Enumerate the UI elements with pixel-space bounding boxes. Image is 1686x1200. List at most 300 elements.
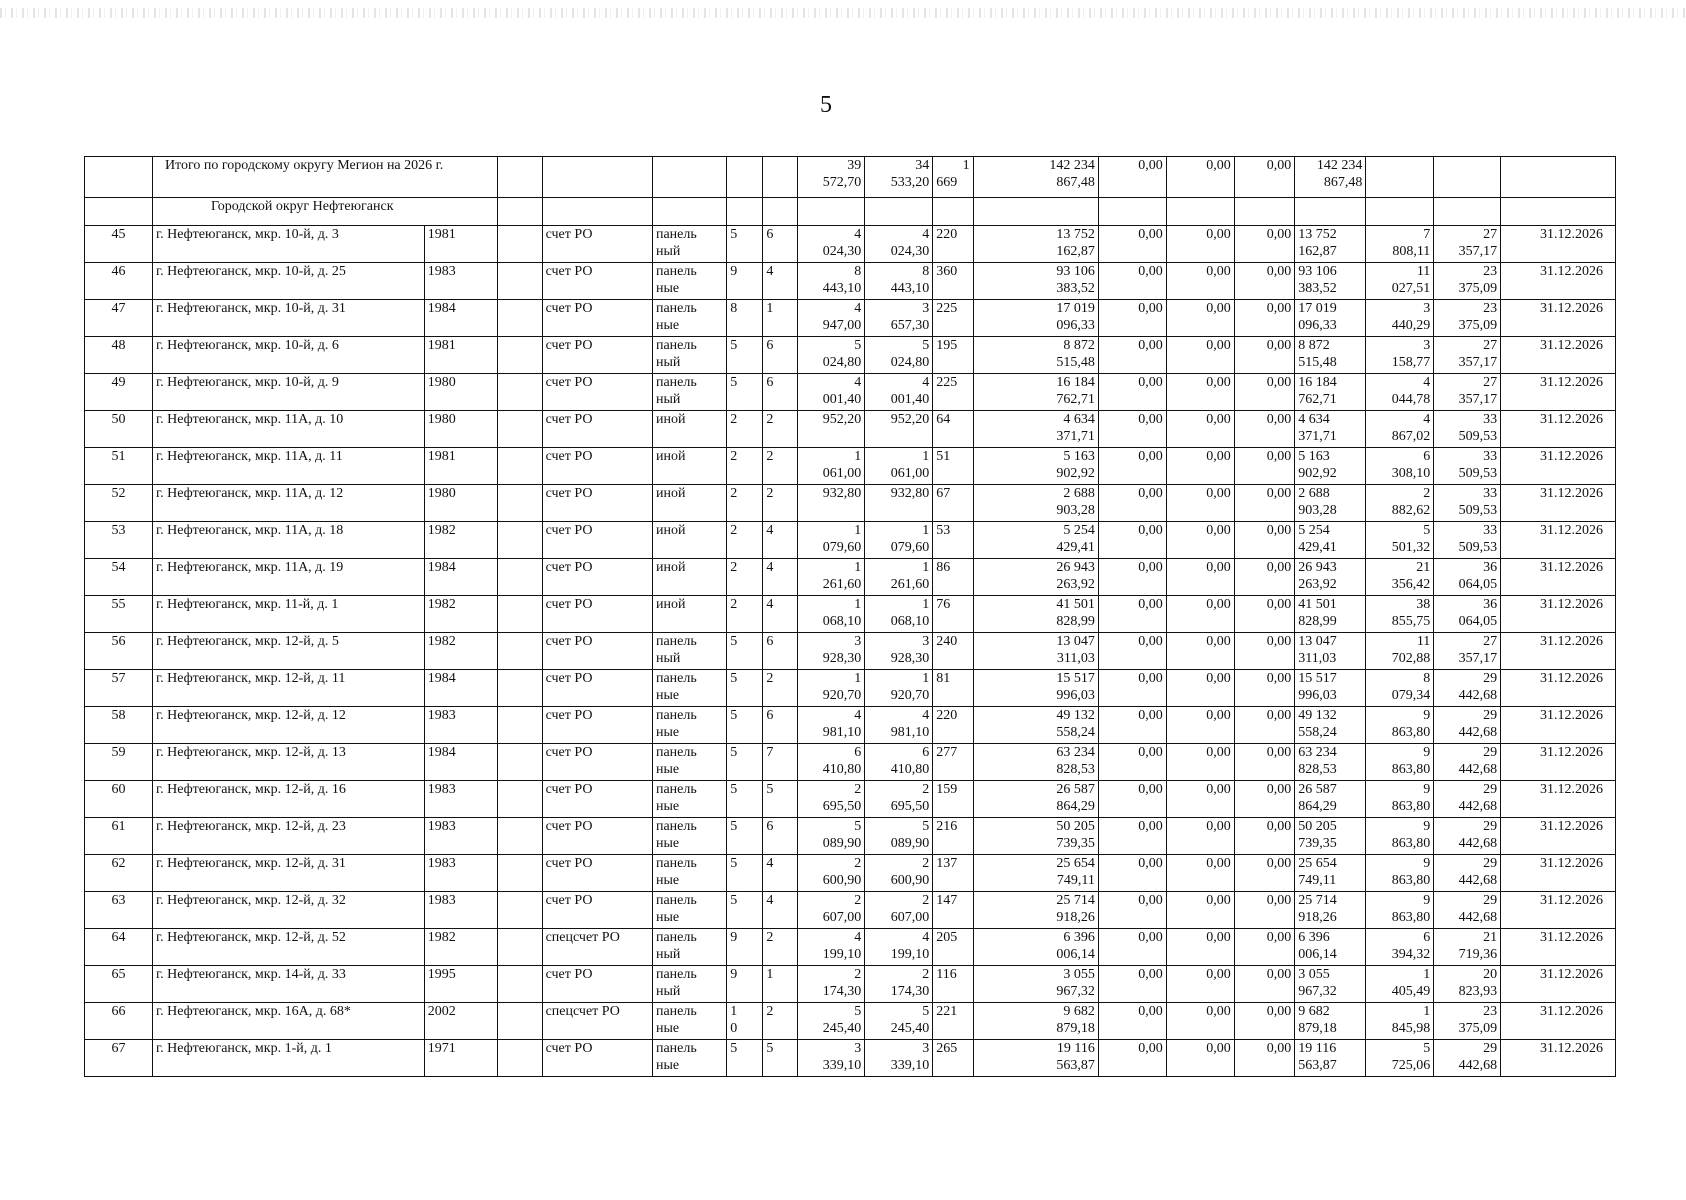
owners-cost-cell: 9 682 879,18 xyxy=(1295,1003,1366,1040)
residents-cell: 147 xyxy=(933,892,973,929)
fund1-cell: 0,00 xyxy=(1098,855,1166,892)
wall-material-cell: панель ные xyxy=(652,781,726,818)
unit-cost-cell: 7 808,11 xyxy=(1366,226,1434,263)
row-number: 55 xyxy=(85,596,153,633)
fund-method-cell: счет РО xyxy=(542,633,652,670)
fund3-cell: 0,00 xyxy=(1234,966,1295,1003)
table-row xyxy=(85,300,1616,337)
total-area-cell: 5 024,80 xyxy=(798,337,865,374)
deadline-cell: 31.12.2026 xyxy=(1501,929,1616,966)
blank-cell xyxy=(497,337,542,374)
year-cell: 2002 xyxy=(424,1003,497,1040)
total-area-cell: 4 001,40 xyxy=(798,374,865,411)
fund2-cell: 0,00 xyxy=(1166,633,1234,670)
floors-cell: 9 xyxy=(727,966,763,1003)
fund1-cell: 0,00 xyxy=(1098,818,1166,855)
year-cell: 1983 xyxy=(424,818,497,855)
entrances-cell: 6 xyxy=(763,374,798,411)
cost-cell: 8 872 515,48 xyxy=(973,337,1098,374)
cost-cell: 3 055 967,32 xyxy=(973,966,1098,1003)
living-area-cell: 4 981,10 xyxy=(865,707,933,744)
entrances-cell: 1 xyxy=(763,966,798,1003)
deadline-cell: 31.12.2026 xyxy=(1501,559,1616,596)
owners-cost-cell: 4 634 371,71 xyxy=(1295,411,1366,448)
living-area-cell: 5 089,90 xyxy=(865,818,933,855)
table-row xyxy=(85,855,1616,892)
unit-cost-cell: 38 855,75 xyxy=(1366,596,1434,633)
wall-material-cell: панель ные xyxy=(652,707,726,744)
total-area-cell: 952,20 xyxy=(798,411,865,448)
wall-material-cell: панель ный xyxy=(652,966,726,1003)
fund-method-cell: счет РО xyxy=(542,855,652,892)
row-number: 50 xyxy=(85,411,153,448)
blank-cell xyxy=(497,1040,542,1077)
fund2-cell: 0,00 xyxy=(1166,966,1234,1003)
unit-cost-cell: 3 440,29 xyxy=(1366,300,1434,337)
fund1-cell: 0,00 xyxy=(1098,781,1166,818)
summary-fund2: 0,00 xyxy=(1166,157,1234,198)
total-area-cell: 2 174,30 xyxy=(798,966,865,1003)
fund3-cell: 0,00 xyxy=(1234,485,1295,522)
owners-cost-cell: 3 055 967,32 xyxy=(1295,966,1366,1003)
table-row xyxy=(85,485,1616,522)
wall-material-cell: панель ные xyxy=(652,300,726,337)
owners-cost-cell: 41 501 828,99 xyxy=(1295,596,1366,633)
summary-total: 142 234 867,48 xyxy=(1295,157,1366,198)
wall-material-cell: иной xyxy=(652,559,726,596)
cost-cell: 93 106 383,52 xyxy=(973,263,1098,300)
table-row xyxy=(85,337,1616,374)
fund1-cell: 0,00 xyxy=(1098,670,1166,707)
living-area-cell: 3 657,30 xyxy=(865,300,933,337)
year-cell: 1981 xyxy=(424,337,497,374)
fund3-cell: 0,00 xyxy=(1234,559,1295,596)
floors-cell: 5 xyxy=(727,818,763,855)
summary-cost: 142 234 867,48 xyxy=(973,157,1098,198)
fund-method-cell: счет РО xyxy=(542,781,652,818)
owners-cost-cell: 63 234 828,53 xyxy=(1295,744,1366,781)
deadline-cell: 31.12.2026 xyxy=(1501,966,1616,1003)
unit-cost-cell: 8 079,34 xyxy=(1366,670,1434,707)
fund2-cell: 0,00 xyxy=(1166,707,1234,744)
floors-cell: 9 xyxy=(727,263,763,300)
blank-cell xyxy=(497,411,542,448)
residents-cell: 116 xyxy=(933,966,973,1003)
residents-cell: 225 xyxy=(933,300,973,337)
floors-cell: 5 xyxy=(727,707,763,744)
address-cell: г. Нефтеюганск, мкр. 11А, д. 12 xyxy=(152,485,424,522)
blank-cell xyxy=(497,226,542,263)
group-header-row xyxy=(85,198,1616,226)
blank-cell xyxy=(497,670,542,707)
address-cell: г. Нефтеюганск, мкр. 10-й, д. 25 xyxy=(152,263,424,300)
limit-cost-cell: 29 442,68 xyxy=(1434,892,1501,929)
summary-residents: 1 669 xyxy=(933,157,973,198)
floors-cell: 5 xyxy=(727,374,763,411)
fund1-cell: 0,00 xyxy=(1098,744,1166,781)
living-area-cell: 4 024,30 xyxy=(865,226,933,263)
fund2-cell: 0,00 xyxy=(1166,596,1234,633)
deadline-cell: 31.12.2026 xyxy=(1501,1040,1616,1077)
fund3-cell: 0,00 xyxy=(1234,411,1295,448)
fund2-cell: 0,00 xyxy=(1166,300,1234,337)
address-cell: г. Нефтеюганск, мкр. 12-й, д. 52 xyxy=(152,929,424,966)
deadline-cell: 31.12.2026 xyxy=(1501,707,1616,744)
unit-cost-cell: 5 725,06 xyxy=(1366,1040,1434,1077)
blank-cell xyxy=(497,966,542,1003)
total-area-cell: 5 245,40 xyxy=(798,1003,865,1040)
entrances-cell: 5 xyxy=(763,1040,798,1077)
limit-cost-cell: 29 442,68 xyxy=(1434,744,1501,781)
floors-cell: 2 xyxy=(727,596,763,633)
address-cell: г. Нефтеюганск, мкр. 16А, д. 68* xyxy=(152,1003,424,1040)
row-number: 66 xyxy=(85,1003,153,1040)
table-row xyxy=(85,263,1616,300)
address-cell: г. Нефтеюганск, мкр. 14-й, д. 33 xyxy=(152,966,424,1003)
wall-material-cell: панель ные xyxy=(652,1003,726,1040)
owners-cost-cell: 19 116 563,87 xyxy=(1295,1040,1366,1077)
year-cell: 1981 xyxy=(424,226,497,263)
fund-method-cell: счет РО xyxy=(542,966,652,1003)
address-cell: г. Нефтеюганск, мкр. 12-й, д. 16 xyxy=(152,781,424,818)
entrances-cell: 4 xyxy=(763,559,798,596)
row-number: 57 xyxy=(85,670,153,707)
living-area-cell: 3 339,10 xyxy=(865,1040,933,1077)
table-row xyxy=(85,744,1616,781)
table-row xyxy=(85,226,1616,263)
fund3-cell: 0,00 xyxy=(1234,448,1295,485)
fund1-cell: 0,00 xyxy=(1098,263,1166,300)
fund-method-cell: спецсчет РО xyxy=(542,929,652,966)
entrances-cell: 2 xyxy=(763,448,798,485)
unit-cost-cell: 11 702,88 xyxy=(1366,633,1434,670)
deadline-cell: 31.12.2026 xyxy=(1501,855,1616,892)
unit-cost-cell: 1 845,98 xyxy=(1366,1003,1434,1040)
limit-cost-cell: 27 357,17 xyxy=(1434,633,1501,670)
residents-cell: 220 xyxy=(933,707,973,744)
entrances-cell: 4 xyxy=(763,892,798,929)
blank-cell xyxy=(497,1003,542,1040)
year-cell: 1982 xyxy=(424,633,497,670)
unit-cost-cell: 21 356,42 xyxy=(1366,559,1434,596)
blank-cell xyxy=(497,374,542,411)
entrances-cell: 6 xyxy=(763,633,798,670)
entrances-cell: 2 xyxy=(763,929,798,966)
living-area-cell: 5 245,40 xyxy=(865,1003,933,1040)
table-row xyxy=(85,411,1616,448)
residents-cell: 51 xyxy=(933,448,973,485)
floors-cell: 2 xyxy=(727,411,763,448)
living-area-cell: 952,20 xyxy=(865,411,933,448)
wall-material-cell: панель ные xyxy=(652,818,726,855)
entrances-cell: 1 xyxy=(763,300,798,337)
summary-fund1: 0,00 xyxy=(1098,157,1166,198)
fund2-cell: 0,00 xyxy=(1166,929,1234,966)
entrances-cell: 6 xyxy=(763,707,798,744)
row-number: 65 xyxy=(85,966,153,1003)
limit-cost-cell: 27 357,17 xyxy=(1434,337,1501,374)
summary-area2: 34 533,20 xyxy=(865,157,933,198)
owners-cost-cell: 5 254 429,41 xyxy=(1295,522,1366,559)
deadline-cell: 31.12.2026 xyxy=(1501,892,1616,929)
unit-cost-cell: 9 863,80 xyxy=(1366,818,1434,855)
entrances-cell: 2 xyxy=(763,670,798,707)
residents-cell: 81 xyxy=(933,670,973,707)
address-cell: г. Нефтеюганск, мкр. 12-й, д. 12 xyxy=(152,707,424,744)
fund1-cell: 0,00 xyxy=(1098,1040,1166,1077)
cost-cell: 15 517 996,03 xyxy=(973,670,1098,707)
entrances-cell: 6 xyxy=(763,818,798,855)
table-row xyxy=(85,1040,1616,1077)
deadline-cell: 31.12.2026 xyxy=(1501,226,1616,263)
limit-cost-cell: 29 442,68 xyxy=(1434,707,1501,744)
floors-cell: 5 xyxy=(727,892,763,929)
fund3-cell: 0,00 xyxy=(1234,337,1295,374)
fund-method-cell: счет РО xyxy=(542,226,652,263)
living-area-cell: 2 174,30 xyxy=(865,966,933,1003)
year-cell: 1983 xyxy=(424,263,497,300)
fund-method-cell: счет РО xyxy=(542,374,652,411)
row-number: 61 xyxy=(85,818,153,855)
year-cell: 1971 xyxy=(424,1040,497,1077)
residents-cell: 277 xyxy=(933,744,973,781)
cost-cell: 25 654 749,11 xyxy=(973,855,1098,892)
address-cell: г. Нефтеюганск, мкр. 11А, д. 18 xyxy=(152,522,424,559)
residents-cell: 265 xyxy=(933,1040,973,1077)
table-row xyxy=(85,374,1616,411)
address-cell: г. Нефтеюганск, мкр. 10-й, д. 6 xyxy=(152,337,424,374)
unit-cost-cell: 9 863,80 xyxy=(1366,744,1434,781)
floors-cell: 9 xyxy=(727,929,763,966)
unit-cost-cell: 9 863,80 xyxy=(1366,892,1434,929)
residents-cell: 220 xyxy=(933,226,973,263)
page-number: 5 xyxy=(820,92,832,118)
table-row xyxy=(85,966,1616,1003)
living-area-cell: 4 001,40 xyxy=(865,374,933,411)
row-number: 58 xyxy=(85,707,153,744)
group-header: Городской округ Нефтеюганск xyxy=(152,198,497,226)
total-area-cell: 4 024,30 xyxy=(798,226,865,263)
address-cell: г. Нефтеюганск, мкр. 12-й, д. 11 xyxy=(152,670,424,707)
residents-cell: 64 xyxy=(933,411,973,448)
fund3-cell: 0,00 xyxy=(1234,1003,1295,1040)
residents-cell: 67 xyxy=(933,485,973,522)
cost-cell: 5 163 902,92 xyxy=(973,448,1098,485)
floors-cell: 5 xyxy=(727,781,763,818)
residents-cell: 240 xyxy=(933,633,973,670)
wall-material-cell: панель ные xyxy=(652,892,726,929)
table-row xyxy=(85,448,1616,485)
fund1-cell: 0,00 xyxy=(1098,411,1166,448)
floors-cell: 2 xyxy=(727,522,763,559)
fund1-cell: 0,00 xyxy=(1098,707,1166,744)
residents-cell: 360 xyxy=(933,263,973,300)
wall-material-cell: панель ные xyxy=(652,670,726,707)
blank-cell xyxy=(497,559,542,596)
total-area-cell: 8 443,10 xyxy=(798,263,865,300)
fund2-cell: 0,00 xyxy=(1166,448,1234,485)
residents-cell: 53 xyxy=(933,522,973,559)
deadline-cell: 31.12.2026 xyxy=(1501,411,1616,448)
living-area-cell: 1 068,10 xyxy=(865,596,933,633)
floors-cell: 1 0 xyxy=(727,1003,763,1040)
year-cell: 1983 xyxy=(424,781,497,818)
limit-cost-cell: 29 442,68 xyxy=(1434,818,1501,855)
blank-cell xyxy=(497,818,542,855)
residents-cell: 216 xyxy=(933,818,973,855)
row-number: 48 xyxy=(85,337,153,374)
living-area-cell: 6 410,80 xyxy=(865,744,933,781)
cost-cell: 41 501 828,99 xyxy=(973,596,1098,633)
entrances-cell: 6 xyxy=(763,226,798,263)
table-row xyxy=(85,670,1616,707)
blank-cell xyxy=(497,633,542,670)
year-cell: 1983 xyxy=(424,707,497,744)
residents-cell: 159 xyxy=(933,781,973,818)
blank-cell xyxy=(497,929,542,966)
deadline-cell: 31.12.2026 xyxy=(1501,818,1616,855)
fund2-cell: 0,00 xyxy=(1166,892,1234,929)
limit-cost-cell: 29 442,68 xyxy=(1434,855,1501,892)
blank-cell xyxy=(497,448,542,485)
row-number: 67 xyxy=(85,1040,153,1077)
floors-cell: 5 xyxy=(727,226,763,263)
fund1-cell: 0,00 xyxy=(1098,300,1166,337)
fund-method-cell: счет РО xyxy=(542,263,652,300)
row-number: 63 xyxy=(85,892,153,929)
year-cell: 1982 xyxy=(424,596,497,633)
cost-cell: 9 682 879,18 xyxy=(973,1003,1098,1040)
cost-cell: 13 752 162,87 xyxy=(973,226,1098,263)
year-cell: 1984 xyxy=(424,559,497,596)
row-number: 46 xyxy=(85,263,153,300)
limit-cost-cell: 29 442,68 xyxy=(1434,1040,1501,1077)
limit-cost-cell: 29 442,68 xyxy=(1434,670,1501,707)
total-area-cell: 1 079,60 xyxy=(798,522,865,559)
living-area-cell: 1 920,70 xyxy=(865,670,933,707)
total-area-cell: 4 981,10 xyxy=(798,707,865,744)
address-cell: г. Нефтеюганск, мкр. 11-й, д. 1 xyxy=(152,596,424,633)
wall-material-cell: иной xyxy=(652,485,726,522)
wall-material-cell: иной xyxy=(652,411,726,448)
fund-method-cell: счет РО xyxy=(542,337,652,374)
fund2-cell: 0,00 xyxy=(1166,855,1234,892)
deadline-cell: 31.12.2026 xyxy=(1501,485,1616,522)
limit-cost-cell: 23 375,09 xyxy=(1434,300,1501,337)
cost-cell: 25 714 918,26 xyxy=(973,892,1098,929)
fund3-cell: 0,00 xyxy=(1234,781,1295,818)
fund3-cell: 0,00 xyxy=(1234,374,1295,411)
living-area-cell: 5 024,80 xyxy=(865,337,933,374)
unit-cost-cell: 9 863,80 xyxy=(1366,781,1434,818)
floors-cell: 5 xyxy=(727,670,763,707)
fund1-cell: 0,00 xyxy=(1098,448,1166,485)
cost-cell: 26 943 263,92 xyxy=(973,559,1098,596)
fund3-cell: 0,00 xyxy=(1234,855,1295,892)
fund2-cell: 0,00 xyxy=(1166,1040,1234,1077)
blank-cell xyxy=(497,596,542,633)
fund3-cell: 0,00 xyxy=(1234,744,1295,781)
cost-cell: 19 116 563,87 xyxy=(973,1040,1098,1077)
year-cell: 1984 xyxy=(424,670,497,707)
fund-method-cell: счет РО xyxy=(542,596,652,633)
owners-cost-cell: 5 163 902,92 xyxy=(1295,448,1366,485)
total-area-cell: 3 339,10 xyxy=(798,1040,865,1077)
fund-method-cell: счет РО xyxy=(542,670,652,707)
residents-cell: 205 xyxy=(933,929,973,966)
deadline-cell: 31.12.2026 xyxy=(1501,1003,1616,1040)
row-number: 47 xyxy=(85,300,153,337)
deadline-cell: 31.12.2026 xyxy=(1501,374,1616,411)
row-number: 52 xyxy=(85,485,153,522)
wall-material-cell: панель ный xyxy=(652,337,726,374)
wall-material-cell: панель ный xyxy=(652,374,726,411)
unit-cost-cell: 3 158,77 xyxy=(1366,337,1434,374)
table-row xyxy=(85,707,1616,744)
residents-cell: 76 xyxy=(933,596,973,633)
summary-label: Итого по городскому округу Мегион на 2026 г. xyxy=(152,157,497,198)
row-number: 59 xyxy=(85,744,153,781)
total-area-cell: 1 261,60 xyxy=(798,559,865,596)
unit-cost-cell: 4 044,78 xyxy=(1366,374,1434,411)
floors-cell: 5 xyxy=(727,1040,763,1077)
fund3-cell: 0,00 xyxy=(1234,818,1295,855)
deadline-cell: 31.12.2026 xyxy=(1501,596,1616,633)
limit-cost-cell: 36 064,05 xyxy=(1434,596,1501,633)
cost-cell: 4 634 371,71 xyxy=(973,411,1098,448)
limit-cost-cell: 33 509,53 xyxy=(1434,485,1501,522)
year-cell: 1983 xyxy=(424,892,497,929)
total-area-cell: 4 199,10 xyxy=(798,929,865,966)
table-row xyxy=(85,522,1616,559)
owners-cost-cell: 2 688 903,28 xyxy=(1295,485,1366,522)
blank-cell xyxy=(497,744,542,781)
fund-method-cell: спецсчет РО xyxy=(542,1003,652,1040)
fund3-cell: 0,00 xyxy=(1234,226,1295,263)
blank-cell xyxy=(497,485,542,522)
cost-cell: 26 587 864,29 xyxy=(973,781,1098,818)
limit-cost-cell: 33 509,53 xyxy=(1434,448,1501,485)
fund-method-cell: счет РО xyxy=(542,559,652,596)
living-area-cell: 8 443,10 xyxy=(865,263,933,300)
fund2-cell: 0,00 xyxy=(1166,226,1234,263)
fund-method-cell: счет РО xyxy=(542,411,652,448)
deadline-cell: 31.12.2026 xyxy=(1501,744,1616,781)
living-area-cell: 1 061,00 xyxy=(865,448,933,485)
year-cell: 1981 xyxy=(424,448,497,485)
fund2-cell: 0,00 xyxy=(1166,374,1234,411)
deadline-cell: 31.12.2026 xyxy=(1501,781,1616,818)
living-area-cell: 4 199,10 xyxy=(865,929,933,966)
fund-method-cell: счет РО xyxy=(542,892,652,929)
row-number: 62 xyxy=(85,855,153,892)
address-cell: г. Нефтеюганск, мкр. 12-й, д. 5 xyxy=(152,633,424,670)
fund2-cell: 0,00 xyxy=(1166,522,1234,559)
blank-cell xyxy=(497,892,542,929)
fund2-cell: 0,00 xyxy=(1166,744,1234,781)
entrances-cell: 7 xyxy=(763,744,798,781)
fund1-cell: 0,00 xyxy=(1098,966,1166,1003)
unit-cost-cell: 5 501,32 xyxy=(1366,522,1434,559)
row-number: 54 xyxy=(85,559,153,596)
deadline-cell: 31.12.2026 xyxy=(1501,300,1616,337)
limit-cost-cell: 23 375,09 xyxy=(1434,263,1501,300)
living-area-cell: 3 928,30 xyxy=(865,633,933,670)
owners-cost-cell: 25 714 918,26 xyxy=(1295,892,1366,929)
address-cell: г. Нефтеюганск, мкр. 11А, д. 10 xyxy=(152,411,424,448)
address-cell: г. Нефтеюганск, мкр. 1-й, д. 1 xyxy=(152,1040,424,1077)
living-area-cell: 1 261,60 xyxy=(865,559,933,596)
